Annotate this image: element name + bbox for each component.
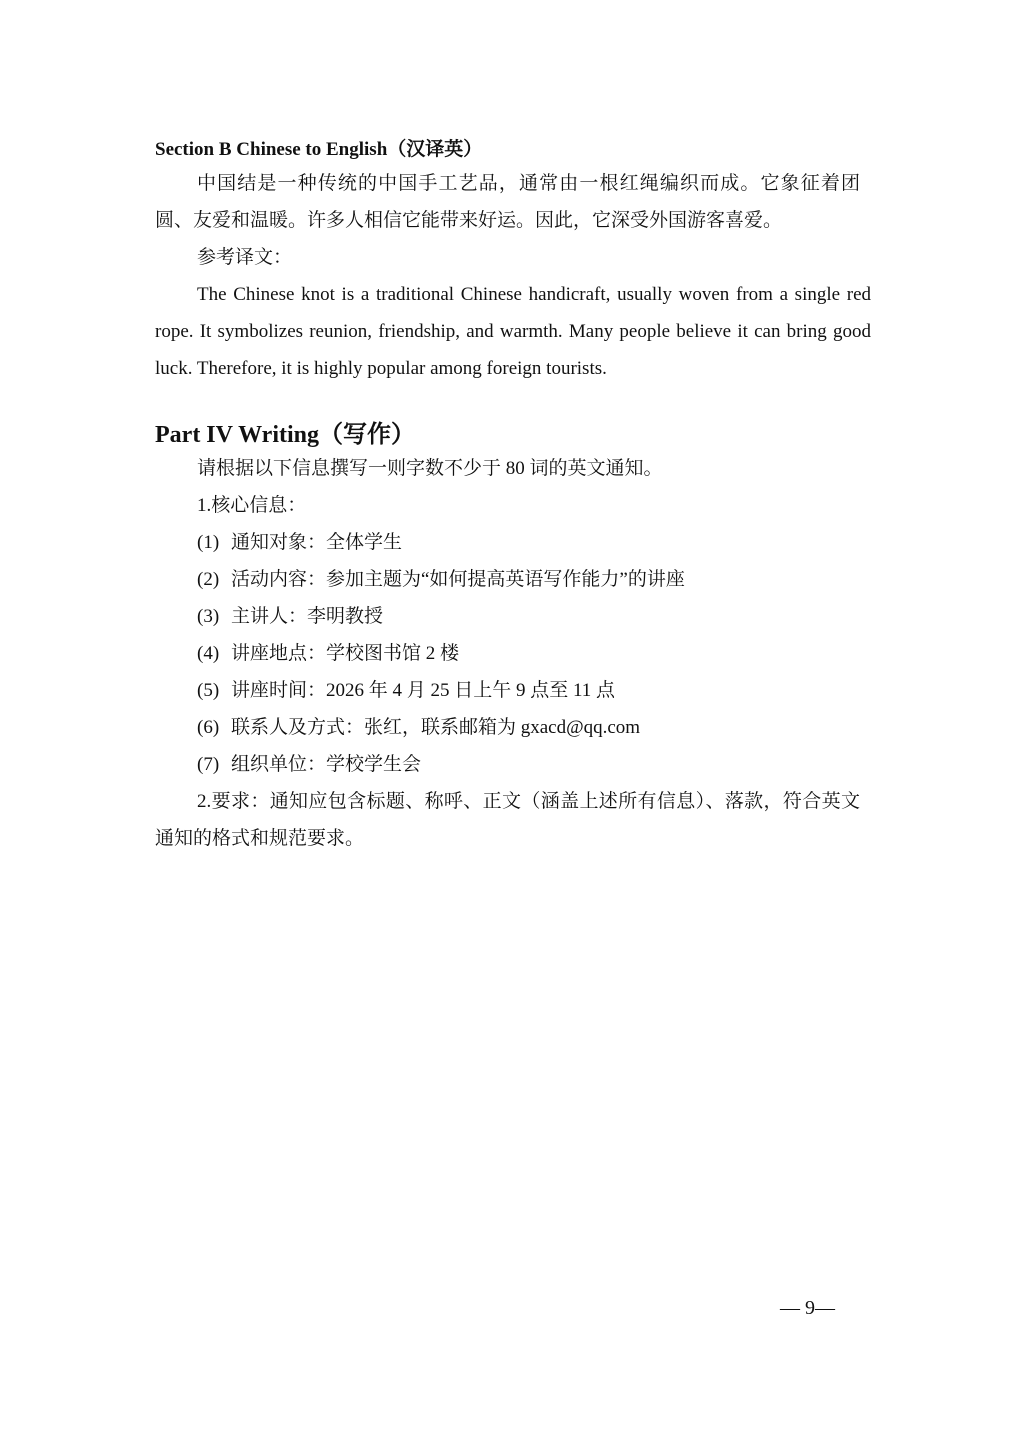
list-item [155,598,871,635]
chinese-source-text: 中国结是一种传统的中国手工艺品，通常由一根红绳编织而成。它象征着团圆、友爱和温暖。许多人相信它能带来好运。因此，它深受外国游客喜爱。 [155,173,860,231]
list-item [155,746,871,783]
list-item-number: (5) [197,680,220,701]
list-item-number: (7) [197,754,220,775]
list-item-number: (1) [197,532,220,553]
writing-requirements: 2.要求：通知应包含标题、称呼、正文（涵盖上述所有信息）、落款，符合英文通知的格式和规范要求。 [155,791,860,849]
section-b-title: Section B Chinese to English（汉译英） [155,139,483,160]
list-item-number: (6) [197,717,220,738]
document-page [155,0,871,1447]
list-item [155,672,871,709]
list-item [155,709,871,746]
list-item-text: 通知对象：全体学生 [231,532,403,553]
writing-instructions: 请根据以下信息撰写一则字数不少于 80 词的英文通知。 [197,458,663,479]
core-info-list [155,524,871,783]
list-item [155,524,871,561]
english-reference-translation: The Chinese knot is a traditional Chinese handicraft, usually woven from a single red rope. It symbolizes reunion, friendship, and warmth. Many people believe it can bring good luck. Therefore, it is highly popular among foreign tourists. [155,284,871,379]
list-item-text: 主讲人：李明教授 [231,606,384,627]
list-item-number: (3) [197,606,220,627]
list-item-number: (2) [197,569,220,590]
reference-translation-label: 参考译文： [197,247,293,268]
list-item-text: 讲座时间：2026 年 4 月 25 日上午 9 点至 11 点 [231,680,616,701]
list-item-text: 联系人及方式：张红，联系邮箱为 gxacd@qq.com [231,717,641,738]
part-iv-title: Part IV Writing（写作） [155,422,416,448]
list-item-text: 讲座地点：学校图书馆 2 楼 [231,643,460,664]
list-item-number: (4) [197,643,220,664]
page-number: — 9— [780,1297,835,1319]
list-item [155,635,871,672]
list-item-text: 组织单位：学校学生会 [231,754,422,775]
list-item-text: 活动内容：参加主题为“如何提高英语写作能力”的讲座 [231,569,685,590]
list-item [155,561,871,598]
core-info-label: 1.核心信息： [197,495,307,516]
